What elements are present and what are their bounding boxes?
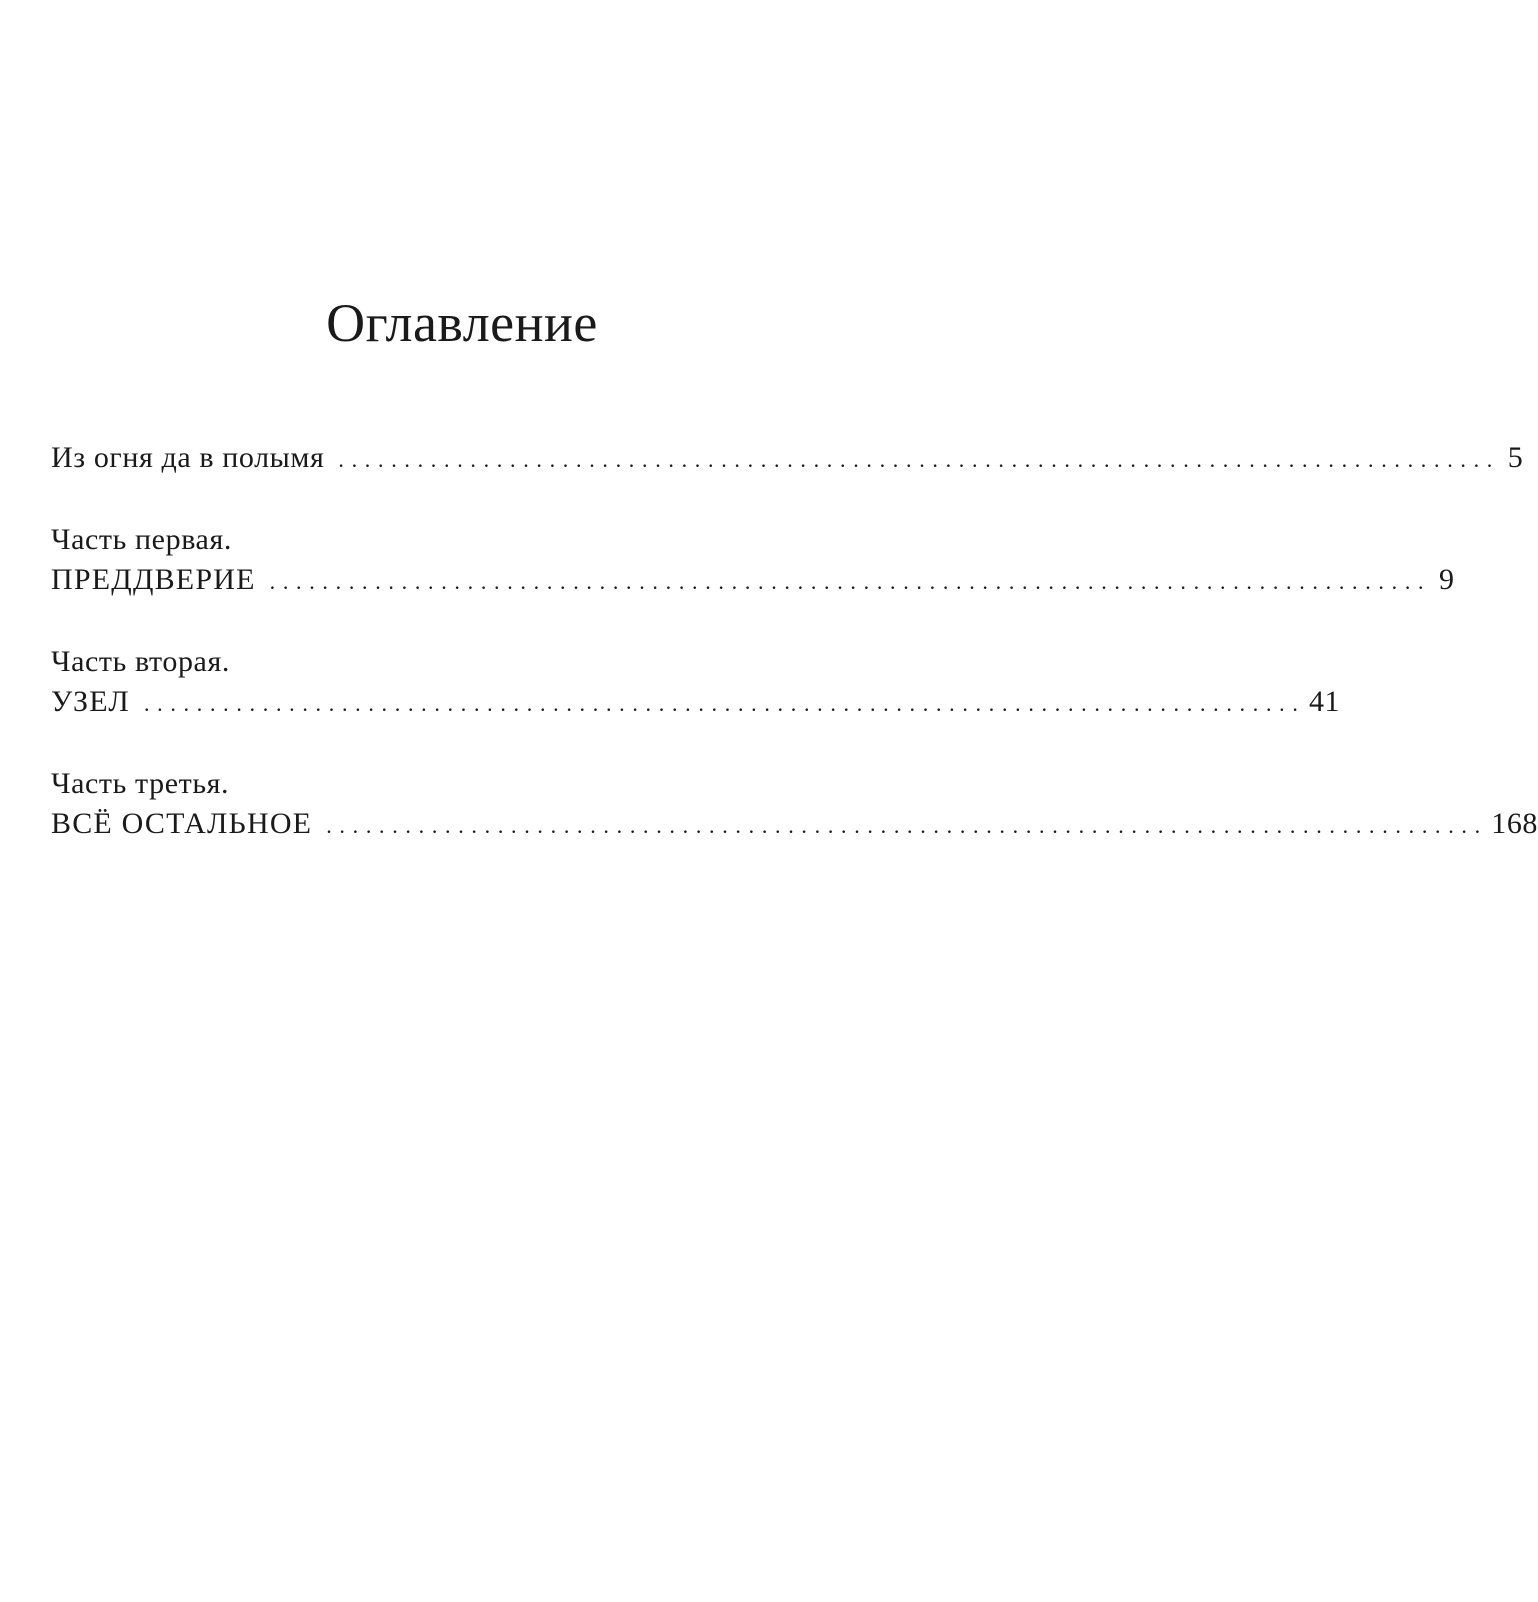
toc-entry-label: ВСЁ ОСТАЛЬНОЕ <box>51 807 313 840</box>
toc-entry-page: 41 <box>1308 685 1341 718</box>
toc-entry <box>51 764 1538 846</box>
page-title: Оглавление <box>326 293 598 353</box>
table-of-contents <box>51 438 1538 886</box>
toc-entry <box>51 520 1455 602</box>
dot-leader: . . . . . . . . . . . . . . . . . . . . . . . . . . . . . . . . . . . . . . . . . . . . . . . . . . . . . . . . . . . . . . . . . . . . . . . . . . . . . . . . . . . . . . . . <box>338 447 1494 472</box>
toc-entry-label: ПРЕДДВЕРИЕ <box>51 563 256 596</box>
dot-leader: . . . . . . . . . . . . . . . . . . . . . . . . . . . . . . . . . . . . . . . . . . . . . . . . . . . . . . . . . . . . . . . . . . . . . . . . . . . . . . . . . . . . . . . . <box>326 813 1482 838</box>
dot-leader: . . . . . . . . . . . . . . . . . . . . . . . . . . . . . . . . . . . . . . . . . . . . . . . . . . . . . . . . . . . . . . . . . . . . . . . . . . . . . . . . . . . . . . . . <box>269 569 1425 594</box>
toc-entry-page: 168 <box>1491 807 1538 840</box>
toc-entry-line <box>51 804 1538 846</box>
toc-entry-line <box>51 438 1524 480</box>
toc-entry-part: Часть первая. <box>51 523 232 556</box>
toc-entry-line <box>51 682 1341 724</box>
toc-entry-label: УЗЕЛ <box>51 685 130 718</box>
toc-entry-part: Часть третья. <box>51 767 230 800</box>
toc-entry-label: Из огня да в полымя <box>51 441 325 474</box>
toc-entry-part: Часть вторая. <box>51 645 230 678</box>
toc-entry-line <box>51 560 1455 602</box>
toc-entry <box>51 642 1341 724</box>
toc-entry <box>51 438 1524 480</box>
toc-entry-page: 9 <box>1439 563 1455 596</box>
dot-leader: . . . . . . . . . . . . . . . . . . . . . . . . . . . . . . . . . . . . . . . . . . . . . . . . . . . . . . . . . . . . . . . . . . . . . . . . . . . . . . . . . . . . . . . . <box>143 691 1299 716</box>
toc-entry-page: 5 <box>1507 441 1524 474</box>
